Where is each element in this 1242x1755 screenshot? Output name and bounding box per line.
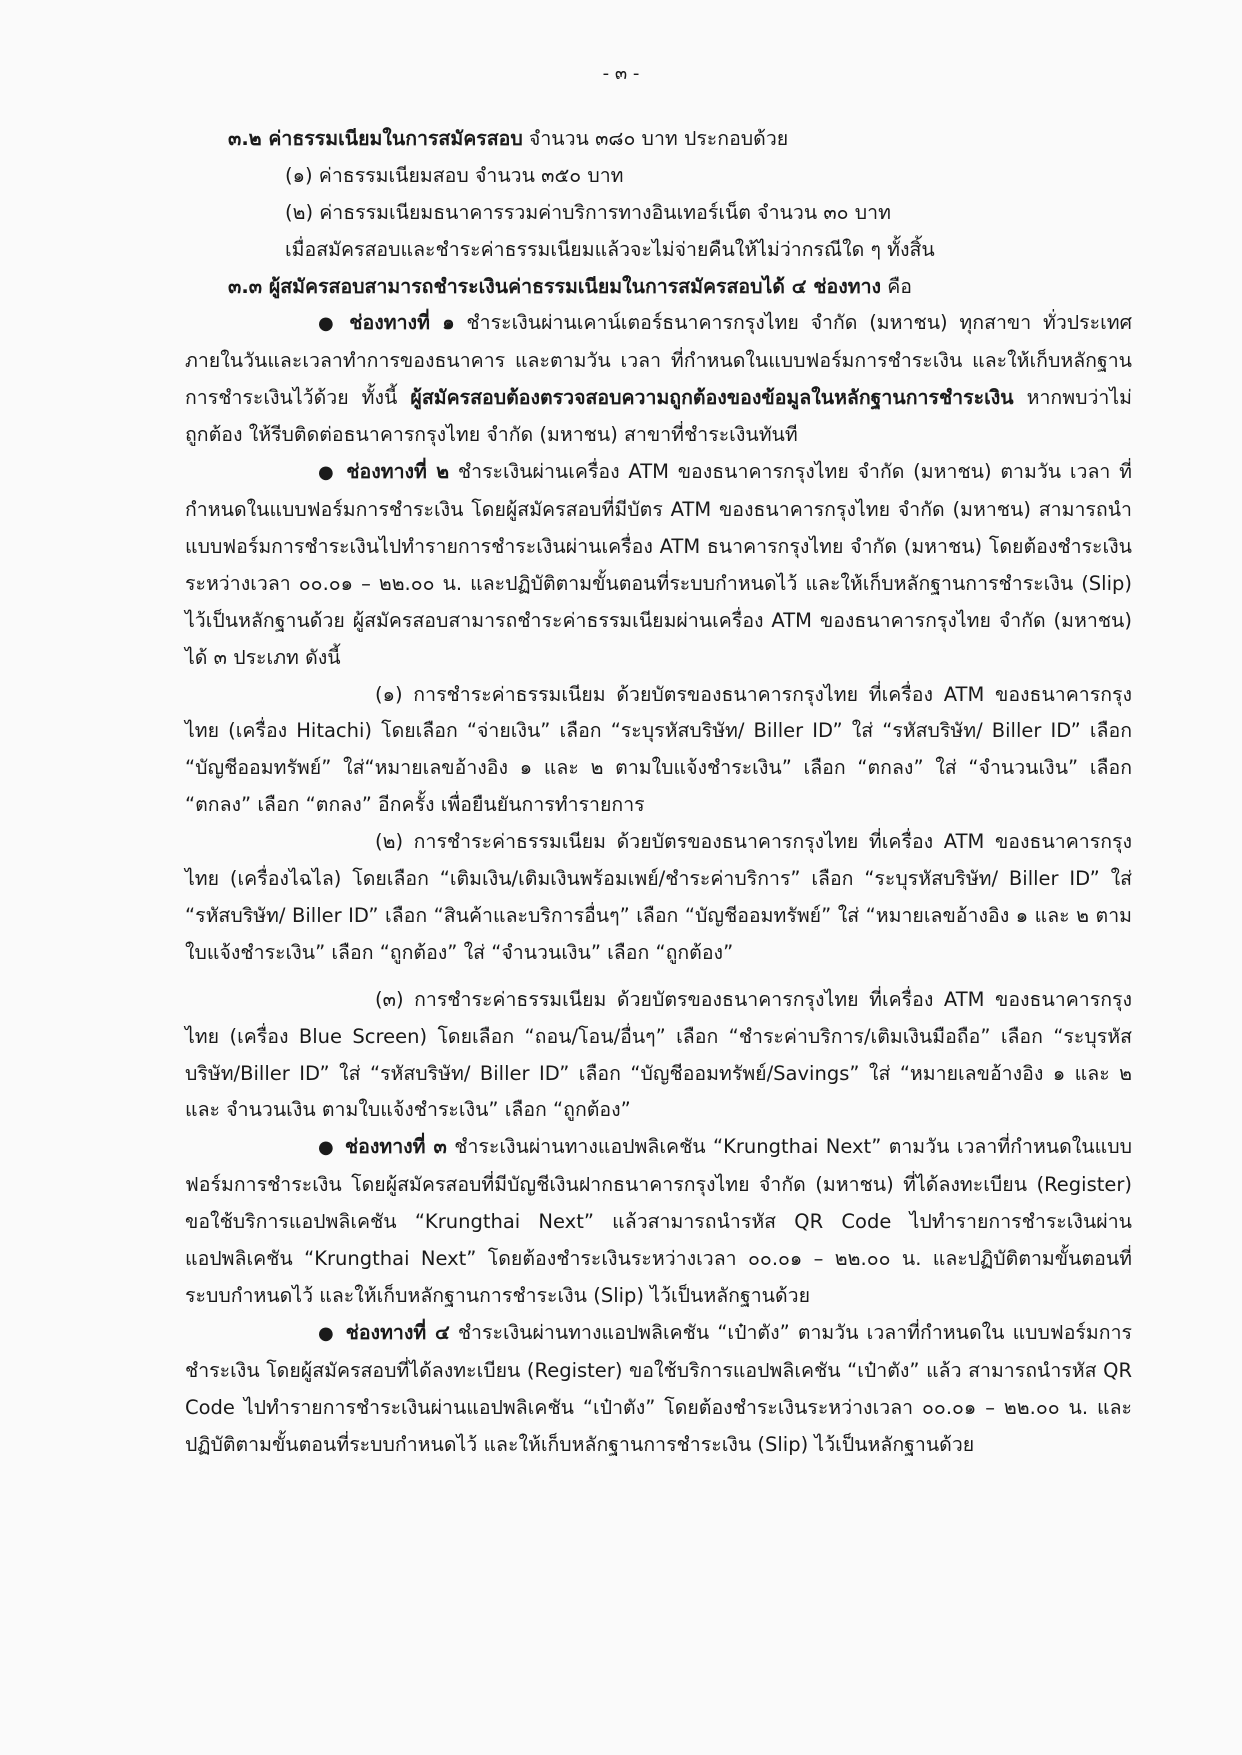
channel-2 — [185, 454, 1132, 676]
section-3-2-rest: จำนวน ๓๘๐ บาท ประกอบด้วย — [522, 126, 789, 150]
channel-3-label: ช่องทางที่ ๓ — [344, 1135, 447, 1159]
channel-1-text-b: หากพบว่าไม่ถูกต้อง ให้รีบติดต่อธนาคารกรุงไทย จำกัด (มหาชน) สาขาที่ชำระเงินทันที — [185, 386, 1133, 447]
fee-item-1: (๑) ค่าธรรมเนียมสอบ จำนวน ๓๕๐ บาท — [285, 163, 624, 187]
bullet-icon: ● — [318, 313, 340, 335]
channel-1-text-a: ชำระเงินผ่านเคาน์เตอร์ธนาคารกรุงไทย จำกัด (มหาชน) ทุกสาขา ทั่วประเทศ ภายในวันและเวลาทำการของธนาคาร และตามวัน เวลา ที่กำหนดในแบบฟอร์มการชำระเงิน และให้เก็บหลักฐานการชำระเงินไว้ด้วย ทั้งนี้ — [185, 311, 1132, 410]
section-3-3-heading: ๓.๓ ผู้สมัครสอบสามารถชำระเงินค่าธรรมเนียมในการสมัครสอบได้ ๔ ช่องทาง — [228, 274, 882, 298]
atm-type-2: (๒) การชำระค่าธรรมเนียม ด้วยบัตรของธนาคารกรุงไทย ที่เครื่อง ATM ของธนาคารกรุงไทย (เครื่องไฉไล) โดยเลือก “เติมเงิน/เติมเงินพร้อมเพย์/ชำระค่าบริการ” เลือก “ระบุรหัสบริษัท/ Biller ID” ใส่ “รหัสบริษัท/ Biller ID” เลือก “สินค้าและบริการอื่นๆ” เลือก “บัญชีออมทรัพย์” ใส่ “หมายเลขอ้างอิง ๑ และ ๒ ตามใบแจ้งชำระเงิน” เลือก “ถูกต้อง” ใส่ “จำนวนเงิน” เลือก “ถูกต้อง” — [185, 830, 1132, 964]
fee-item-2: (๒) ค่าธรรมเนียมธนาคารรวมค่าบริการทางอินเทอร์เน็ต จำนวน ๓๐ บาท — [285, 200, 891, 224]
bullet-icon: ● — [318, 462, 337, 484]
channel-4-label: ช่องทางที่ ๔ — [345, 1320, 450, 1344]
bullet-icon: ● — [318, 1322, 336, 1344]
channel-1 — [185, 305, 1132, 454]
refund-note: เมื่อสมัครสอบและชำระค่าธรรมเนียมแล้วจะไม่จ่ายคืนให้ไม่ว่ากรณีใด ๆ ทั้งสิ้น — [285, 237, 935, 261]
channel-2-text: ชำระเงินผ่านเครื่อง ATM ของธนาคารกรุงไทย จำกัด (มหาชน) ตามวัน เวลา ที่กำหนดในแบบฟอร์มการชำระเงิน โดยผู้สมัครสอบที่มีบัตร ATM ของธนาคารกรุงไทย จำกัด (มหาชน) สามารถนำแบบฟอร์มการชำระเงินไปทำรายการชำระเงินผ่านเครื่อง ATM ธนาคารกรุงไทย จำกัด (มหาชน) โดยต้องชำระเงินระหว่างเวลา ๐๐.๐๑ – ๒๒.๐๐ น. และปฏิบัติตามขั้นตอนที่ระบบกำหนดไว้ และให้เก็บหลักฐานการชำระเงิน (Slip) ไว้เป็นหลักฐานด้วย ผู้สมัครสอบสามารถชำระค่าธรรมเนียมผ่านเครื่อง ATM ของธนาคารกรุงไทย จำกัด (มหาชน) ได้ ๓ ประเภท ดังนี้ — [185, 460, 1132, 669]
section-3-2 — [185, 121, 1132, 158]
channel-4-text: ชำระเงินผ่านทางแอปพลิเคชัน “เป๋าตัง” ตามวัน เวลาที่กำหนดใน แบบฟอร์มการชำระเงิน โดยผู้สมัครสอบที่ได้ลงทะเบียน (Register) ขอใช้บริการแอปพลิเคชัน “เป๋าตัง” แล้ว สามารถนำรหัส QR Code ไปทำรายการชำระเงินผ่านแอปพลิเคชัน “เป๋าตัง” โดยต้องชำระเงินระหว่างเวลา ๐๐.๐๑ – ๒๒.๐๐ น. และปฏิบัติตามขั้นตอนที่ระบบกำหนดไว้ และให้เก็บหลักฐานการชำระเงิน (Slip) ไว้เป็นหลักฐานด้วย — [185, 1320, 1132, 1456]
channel-1-label: ช่องทางที่ ๑ — [349, 311, 455, 335]
channel-4 — [185, 1315, 1132, 1464]
channel-3 — [185, 1129, 1132, 1315]
channel-2-label: ช่องทางที่ ๒ — [346, 460, 450, 484]
channel-1-bold: ผู้สมัครสอบต้องตรวจสอบความถูกต้องของข้อมูลในหลักฐานการชำระเงิน — [410, 386, 1014, 410]
section-3-3-rest: คือ — [881, 274, 913, 298]
section-3-3 — [185, 269, 1132, 306]
atm-type-1: (๑) การชำระค่าธรรมเนียม ด้วยบัตรของธนาคารกรุงไทย ที่เครื่อง ATM ของธนาคารกรุงไทย (เครื่อง Hitachi) โดยเลือก “จ่ายเงิน” เลือก “ระบุรหัสบริษัท/ Biller ID” ใส่ “รหัสบริษัท/ Biller ID” เลือก “บัญชีออมทรัพย์” ใส่“หมายเลขอ้างอิง ๑ และ ๒ ตามใบแจ้งชำระเงิน” เลือก “ตกลง” ใส่ “จำนวนเงิน” เลือก “ตกลง” เลือก “ตกลง” อีกครั้ง เพื่อยืนยันการทำรายการ — [185, 682, 1132, 817]
channel-3-text: ชำระเงินผ่านทางแอปพลิเคชัน “Krungthai Next” ตามวัน เวลาที่กำหนดในแบบฟอร์มการชำระเงิน โดยผู้สมัครสอบที่มีบัญชีเงินฝากธนาคารกรุงไทย จำกัด (มหาชน) ที่ได้ลงทะเบียน (Register) ขอใช้บริการแอปพลิเคชัน “Krungthai Next” แล้วสามารถนำรหัส QR Code ไปทำรายการชำระเงินผ่านแอปพลิเคชัน “Krungthai Next” โดยต้องชำระเงินระหว่างเวลา ๐๐.๐๑ – ๒๒.๐๐ น. และปฏิบัติตามขั้นตอนที่ระบบกำหนดไว้ และให้เก็บหลักฐานการชำระเงิน (Slip) ไว้เป็นหลักฐานด้วย — [185, 1135, 1132, 1307]
atm-type-3: (๓) การชำระค่าธรรมเนียม ด้วยบัตรของธนาคารกรุงไทย ที่เครื่อง ATM ของธนาคารกรุงไทย (เครื่อง Blue Screen) โดยเลือก “ถอน/โอน/อื่นๆ” เลือก “ชำระค่าบริการ/เติมเงินมือถือ” เลือก “ระบุรหัสบริษัท/Biller ID” ใส่ “รหัสบริษัท/ Biller ID” เลือก “บัญชีออมทรัพย์/Savings” ใส่ “หมายเลขอ้างอิง ๑ และ ๒ และ จำนวนเงิน ตามใบแจ้งชำระเงิน” เลือก “ถูกต้อง” — [185, 987, 1132, 1122]
bullet-icon: ● — [318, 1137, 335, 1159]
section-3-2-heading: ๓.๒ ค่าธรรมเนียมในการสมัครสอบ — [228, 126, 523, 150]
page-number: - ๓ - — [602, 63, 640, 84]
